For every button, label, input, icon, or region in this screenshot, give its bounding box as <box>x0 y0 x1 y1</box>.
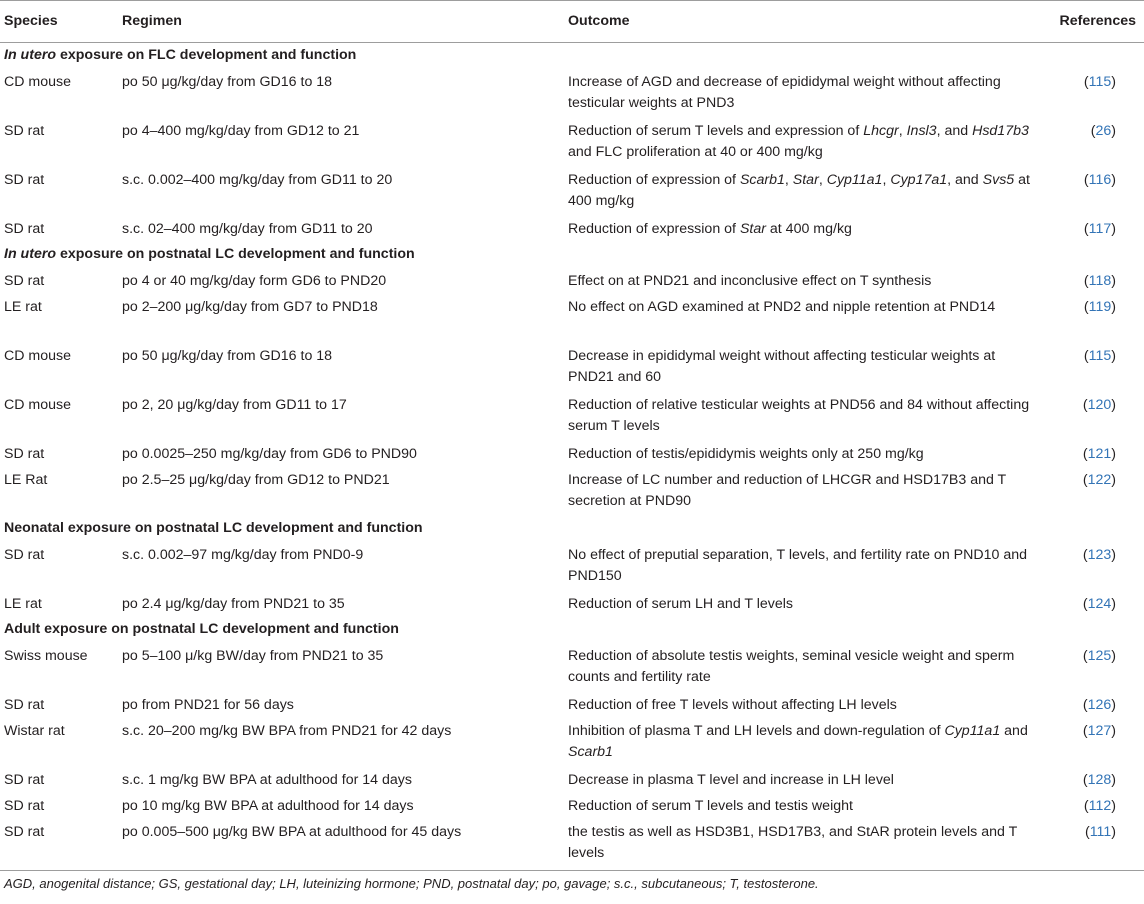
outcome-cell: Effect on at PND21 and inconclusive effect on T synthesis <box>568 272 932 289</box>
outcome-cell: Reduction of serum T levels and testis weight <box>568 797 853 814</box>
species-cell: CD mouse <box>4 73 72 90</box>
table-footnote: AGD, anogenital distance; GS, gestational day; LH, luteinizing hormone; PND, postnatal day; po, gavage; s.c., subcutaneous; T, testosterone. <box>4 876 819 891</box>
section-row <box>0 43 1144 69</box>
outcome-text: , <box>898 122 907 139</box>
reference-link[interactable]: 125 <box>1087 647 1112 664</box>
species-cell: CD mouse <box>4 347 72 364</box>
outcome-cell <box>568 118 1044 167</box>
reference-cell: (128) <box>1082 771 1116 788</box>
species-cell: SD rat <box>4 771 45 788</box>
gene-name: Scarb1 <box>739 171 785 188</box>
reference-cell: (127) <box>1082 722 1116 739</box>
species-cell: Swiss mouse <box>4 647 88 664</box>
outcome-cell <box>568 167 1044 216</box>
regimen-cell: po 5–100 μ/kg BW/day from PND21 to 35 <box>122 647 384 664</box>
species-cell: SD rat <box>4 445 45 462</box>
reference-cell: (111) <box>1044 819 1144 871</box>
regimen-cell: po 50 μg/kg/day from GD16 to 18 <box>122 73 333 90</box>
regimen-cell: po 50 μg/kg/day from GD16 to 18 <box>122 347 333 364</box>
table-row <box>0 118 1144 167</box>
reference-link[interactable]: 123 <box>1087 546 1112 563</box>
outcome-cell: the testis as well as HSD3B1, HSD17B3, and StAR protein levels and T levels <box>568 819 1044 871</box>
species-cell: LE rat <box>4 595 42 612</box>
reference-cell: (123) <box>1082 546 1116 563</box>
reference-link[interactable]: 118 <box>1088 272 1112 289</box>
header-row <box>0 1 1144 43</box>
gene-name: Cyp17a1 <box>890 171 948 188</box>
reference-cell: (117) <box>1083 220 1116 237</box>
species-cell: SD rat <box>4 171 45 188</box>
outcome-cell: Decrease in epididymal weight without affecting testicular weights at PND21 and 60 <box>568 347 996 385</box>
table-row <box>0 294 1144 343</box>
regimen-cell: po 0.0025–250 mg/kg/day from GD6 to PND90 <box>122 445 417 462</box>
species-cell: SD rat <box>0 819 122 871</box>
table-row <box>0 819 1144 871</box>
gene-name: Star <box>739 220 766 237</box>
regimen-cell: po 4–400 mg/kg/day from GD12 to 21 <box>122 122 360 139</box>
reference-cell: (121) <box>1082 445 1116 462</box>
outcome-cell: Decrease in plasma T level and increase in LH level <box>568 771 894 788</box>
reference-cell: (120) <box>1082 396 1116 413</box>
gene-name: Cyp11a1 <box>944 722 1001 739</box>
table-row <box>0 591 1144 617</box>
reference-cell: (119) <box>1083 298 1116 315</box>
gene-name: Svs5 <box>982 171 1015 188</box>
outcome-text: , and <box>936 122 973 139</box>
outcome-text: Reduction of expression of <box>568 220 740 237</box>
table-row <box>0 167 1144 216</box>
reference-link[interactable]: 124 <box>1087 595 1112 612</box>
table-row <box>0 69 1144 118</box>
reference-link[interactable]: 112 <box>1088 797 1112 814</box>
outcome-cell: Reduction of testis/epididymis weights only at 250 mg/kg <box>568 445 924 462</box>
table-row <box>0 216 1144 242</box>
species-cell: SD rat <box>4 696 45 713</box>
table-row <box>0 467 1144 516</box>
outcome-cell: Reduction of relative testicular weights at PND56 and 84 without affecting serum T levels <box>568 396 1030 434</box>
table-row <box>0 441 1144 467</box>
outcome-cell: Increase of LC number and reduction of LHCGR and HSD17B3 and T secretion at PND90 <box>568 471 1006 509</box>
gene-name: Hsd17b3 <box>972 122 1029 139</box>
reference-link[interactable]: 119 <box>1088 298 1112 315</box>
species-cell: SD rat <box>4 220 45 237</box>
reference-cell: (125) <box>1082 647 1116 664</box>
section-heading: Neonatal exposure on postnatal LC development and function <box>4 519 423 536</box>
outcome-text: , <box>784 171 793 188</box>
gene-name: Scarb1 <box>568 743 613 760</box>
reference-link[interactable]: 122 <box>1087 471 1112 488</box>
reference-link[interactable]: 115 <box>1088 73 1112 90</box>
regimen-cell: po 2, 20 μg/kg/day from GD11 to 17 <box>122 396 347 413</box>
regimen-cell: po from PND21 for 56 days <box>122 696 294 713</box>
outcome-text: , and <box>947 171 983 188</box>
reference-link[interactable]: 117 <box>1088 220 1112 237</box>
section-row <box>0 242 1144 268</box>
header-regimen: Regimen <box>122 1 568 43</box>
outcome-text: Inhibition of plasma T and LH levels and down-regulation of <box>568 722 945 739</box>
table-row <box>0 767 1144 793</box>
reference-link[interactable]: 120 <box>1087 396 1112 413</box>
outcome-text: at 400 mg/kg <box>765 220 852 237</box>
section-row <box>0 617 1144 643</box>
outcome-text: at 400 mg/kg <box>568 171 1030 209</box>
regimen-cell: s.c. 1 mg/kg BW BPA at adulthood for 14 days <box>122 771 412 788</box>
outcome-cell: Reduction of serum LH and T levels <box>568 595 794 612</box>
reference-link[interactable]: 126 <box>1087 696 1112 713</box>
species-cell: CD mouse <box>4 396 72 413</box>
gene-name: Star <box>792 171 819 188</box>
reference-link[interactable]: 115 <box>1088 347 1112 364</box>
outcome-cell <box>568 718 1044 767</box>
reference-cell: (115) <box>1083 347 1116 364</box>
reference-link[interactable]: 128 <box>1087 771 1112 788</box>
species-cell: SD rat <box>4 122 45 139</box>
reference-link[interactable]: 121 <box>1087 445 1112 462</box>
table-row <box>0 692 1144 718</box>
regimen-cell: s.c. 02–400 mg/kg/day from GD11 to 20 <box>122 220 373 237</box>
table-row <box>0 643 1144 692</box>
table-row <box>0 343 1144 392</box>
reference-link[interactable]: 111 <box>1089 823 1112 840</box>
species-cell: LE Rat <box>4 471 48 488</box>
outcome-cell: Increase of AGD and decrease of epididymal weight without affecting testicular weights at PND3 <box>568 73 1001 111</box>
regimen-cell: po 4 or 40 mg/kg/day form GD6 to PND20 <box>122 272 387 289</box>
outcome-cell <box>568 216 1044 242</box>
species-cell: SD rat <box>4 272 45 289</box>
gene-name: Cyp11a1 <box>826 171 883 188</box>
outcome-text: and FLC proliferation at 40 or 400 mg/kg <box>568 143 823 160</box>
header-references: References <box>1044 1 1144 43</box>
reference-cell: (126) <box>1082 696 1116 713</box>
gene-name: Insl3 <box>906 122 937 139</box>
outcome-text: Reduction of expression of <box>568 171 740 188</box>
regimen-cell: po 10 mg/kg BW BPA at adulthood for 14 days <box>122 797 414 814</box>
reference-cell: (122) <box>1082 471 1116 488</box>
species-cell: Wistar rat <box>4 722 65 739</box>
outcome-cell: Reduction of absolute testis weights, seminal vesicle weight and sperm counts and fertility rate <box>568 647 1015 685</box>
regimen-cell: s.c. 0.002–400 mg/kg/day from GD11 to 20 <box>122 171 393 188</box>
header-outcome: Outcome <box>568 1 1044 43</box>
section-heading <box>0 43 1144 69</box>
table-row <box>0 542 1144 591</box>
outcome-cell: No effect of preputial separation, T levels, and fertility rate on PND10 and PND150 <box>568 546 1027 584</box>
outcome-text: Reduction of serum T levels and expression of <box>568 122 864 139</box>
reference-link[interactable]: 127 <box>1087 722 1112 739</box>
section-italic: In utero <box>4 245 57 262</box>
species-cell: SD rat <box>4 797 45 814</box>
outcome-text: and <box>1000 722 1028 739</box>
section-heading: Adult exposure on postnatal LC development and function <box>4 620 399 637</box>
outcome-cell: No effect on AGD examined at PND2 and nipple retention at PND14 <box>568 298 996 315</box>
reference-link[interactable]: 116 <box>1088 171 1112 188</box>
species-cell: SD rat <box>4 546 45 563</box>
regimen-cell: s.c. 20–200 mg/kg BW BPA from PND21 for 42 days <box>122 722 452 739</box>
table-row <box>0 392 1144 441</box>
reference-cell: (116) <box>1083 171 1116 188</box>
reference-cell: (124) <box>1082 595 1116 612</box>
reference-cell: (115) <box>1083 73 1116 90</box>
header-species: Species <box>0 1 122 43</box>
gene-name: Lhcgr <box>863 122 899 139</box>
table-row <box>0 718 1144 767</box>
section-italic: In utero <box>4 47 57 63</box>
reference-cell: (118) <box>1083 272 1116 289</box>
regimen-cell: po 2.4 μg/kg/day from PND21 to 35 <box>122 595 345 612</box>
table-row <box>0 268 1144 294</box>
regimen-cell: s.c. 0.002–97 mg/kg/day from PND0-9 <box>122 546 364 563</box>
species-cell: LE rat <box>4 298 42 315</box>
outcome-cell: Reduction of free T levels without affecting LH levels <box>568 696 897 713</box>
regimen-cell: po 2–200 μg/kg/day from GD7 to PND18 <box>122 298 378 315</box>
reference-link[interactable]: 26 <box>1095 122 1112 139</box>
regimen-cell: po 0.005–500 μg/kg BW BPA at adulthood for 45 days <box>122 819 568 871</box>
regimen-cell: po 2.5–25 μg/kg/day from GD12 to PND21 <box>122 471 390 488</box>
section-row <box>0 516 1144 542</box>
section-text: exposure on postnatal LC development and function <box>56 245 415 262</box>
outcome-text: , <box>818 171 827 188</box>
table-row <box>0 793 1144 819</box>
reference-cell: (112) <box>1083 797 1116 814</box>
section-heading <box>0 242 1144 268</box>
section-text: exposure on FLC development and function <box>56 47 357 63</box>
reference-cell: (26) <box>1090 122 1116 139</box>
outcome-text: , <box>882 171 891 188</box>
